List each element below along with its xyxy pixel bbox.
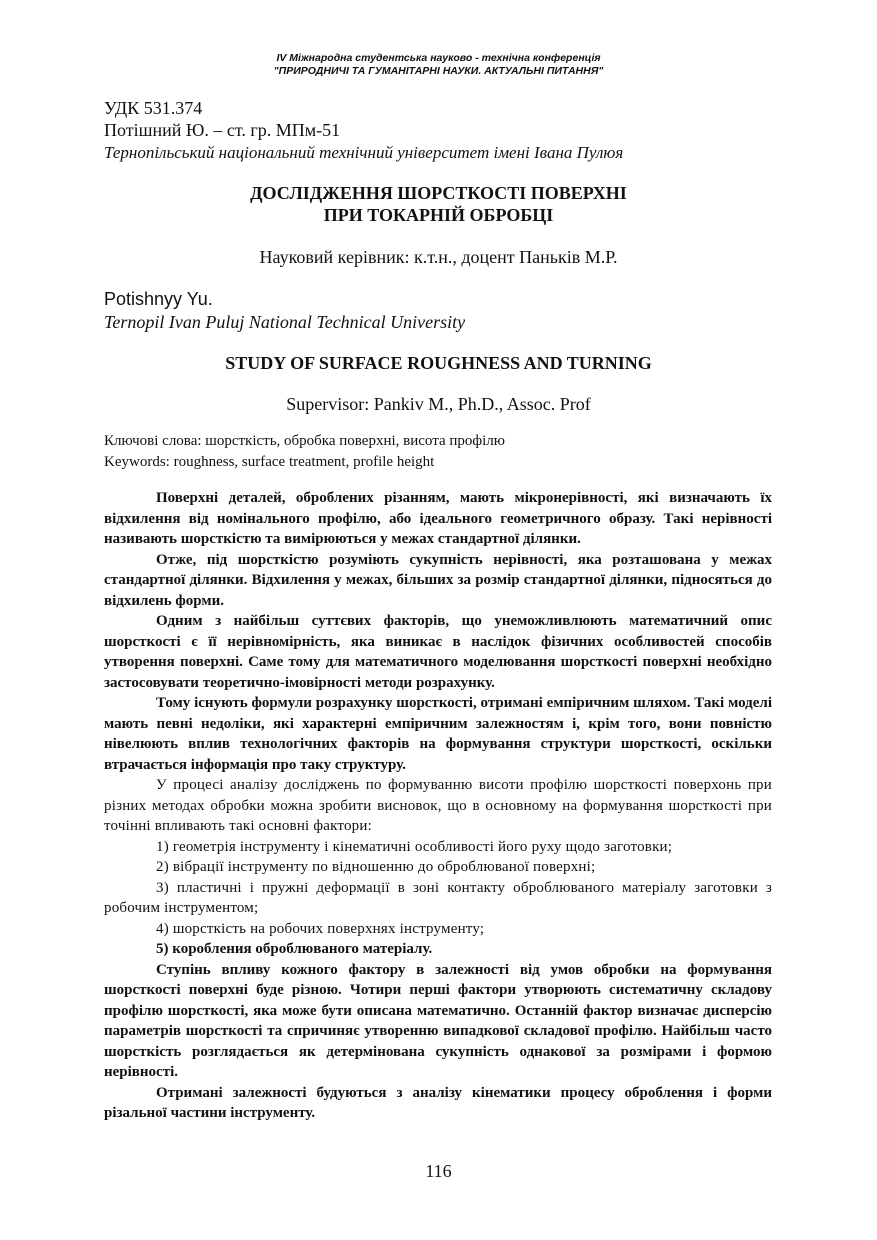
- supervisor-ua: Науковий керівник: к.т.н., доцент Паньків М.Р.: [259, 247, 618, 267]
- paragraph: Одним з найбільш суттєвих факторів, що унеможливлюють математичний опис шорсткості є її нерівномірність, яка виникає в наслідок фізичних особливостей способів утворення поверхні. Саме тому для математичного моделювання шорсткості поверхні необхідно застосовувати теоретично-імовірності методи розрахунку.: [104, 613, 772, 691]
- paragraph: Отже, під шорсткістю розуміють сукупність нерівності, яка розташована у межах стандартної ділянки. Відхилення у межах, більших за розмір стандартної ділянки, підносяться до відхилень форми.: [104, 551, 772, 609]
- title-en: STUDY OF SURFACE ROUGHNESS AND TURNING: [225, 353, 652, 373]
- paragraph: У процесі аналізу досліджень по формуванню висоти профілю шорсткості поверхонь при різних методах обробки можна зробити висновок, що в основному на формування шорсткості при точінні впливають такі основні фактори:: [104, 777, 772, 834]
- university-en: Ternopil Ivan Puluj National Technical University: [104, 312, 466, 332]
- body-text: [104, 488, 772, 1124]
- paragraph: Тому існують формули розрахунку шорсткості, отримані емпіричним шляхом. Такі моделі мають певні недоліки, які характерні емпіричним залежностям і, крім того, вони повністю нівелюють вплив технологічних факторів на формування структури шорсткості, оскільки втрачається інформація про таку структуру.: [104, 695, 772, 773]
- udk-code: УДК 531.374: [104, 98, 203, 118]
- keywords: [104, 431, 784, 473]
- conference-name: IV Міжнародна студентська науково - технічна конференція: [276, 52, 601, 64]
- paragraph: Отримані залежності будуються з аналізу кінематики процесу оброблення і форми різальної частини інструменту.: [104, 1084, 772, 1121]
- author-ua: Потішний Ю. – ст. гр. МПм-51: [104, 120, 341, 140]
- author-en: Potishnyy Yu.: [104, 289, 213, 309]
- list-item: 2) вібрації інструменту по відношенню до оброблюваної поверхні;: [156, 859, 596, 875]
- paragraph: Ступінь впливу кожного фактору в залежності від умов обробки на формування шорсткості поверхні буде різною. Чотири перші фактори утворюють систематичну складову профілю шорсткості, яка може бути описана математично. Останній фактор визначає дисперсію параметрів шорсткості та спричиняє утворенню випадкової складової профілю. Найбільш часто шорсткість розглядається як детермінована сукупність однакової за розмірами і формою нерівності.: [104, 961, 772, 1080]
- list-item: 4) шорсткість на робочих поверхнях інструменту;: [156, 920, 485, 937]
- list-item: 3) пластичні і пружні деформації в зоні контакту оброблюваного матеріалу заготовки з робочим інструментом;: [104, 879, 772, 916]
- conference-header: [0, 52, 877, 78]
- list-item: 5) коробления оброблюваного матеріалу.: [156, 941, 433, 957]
- list-item: 1) геометрія інструменту і кінематичні особливості його руху щодо заготовки;: [156, 838, 673, 855]
- title-ua: [0, 182, 877, 226]
- keywords-ua: Ключові слова: шорсткість, обробка поверхні, висота профілю: [104, 433, 505, 449]
- university-ua: Тернопільський національний технічний університет імені Івана Пулюя: [104, 143, 624, 162]
- page-number: 116: [425, 1161, 452, 1181]
- keywords-en: Keywords: roughness, surface treatment, profile height: [104, 454, 435, 470]
- title-ua-line2: ПРИ ТОКАРНІЙ ОБРОБЦІ: [323, 205, 554, 225]
- paragraph: Поверхні деталей, оброблених різанням, мають мікронерівності, які визначають їх відхилення від номінального профілю, або ідеального геометричного образу. Такі нерівності називають шорсткістю та вимірюються у межах стандартної ділянки.: [104, 490, 772, 547]
- title-ua-line1: ДОСЛІДЖЕННЯ ШОРСТКОСТІ ПОВЕРХНІ: [250, 183, 627, 203]
- supervisor-en: Supervisor: Pankiv M., Ph.D., Assoc. Prof: [286, 394, 591, 414]
- conference-theme: "ПРИРОДНИЧІ ТА ГУМАНІТАРНІ НАУКИ. АКТУАЛЬНІ ПИТАННЯ": [273, 65, 604, 77]
